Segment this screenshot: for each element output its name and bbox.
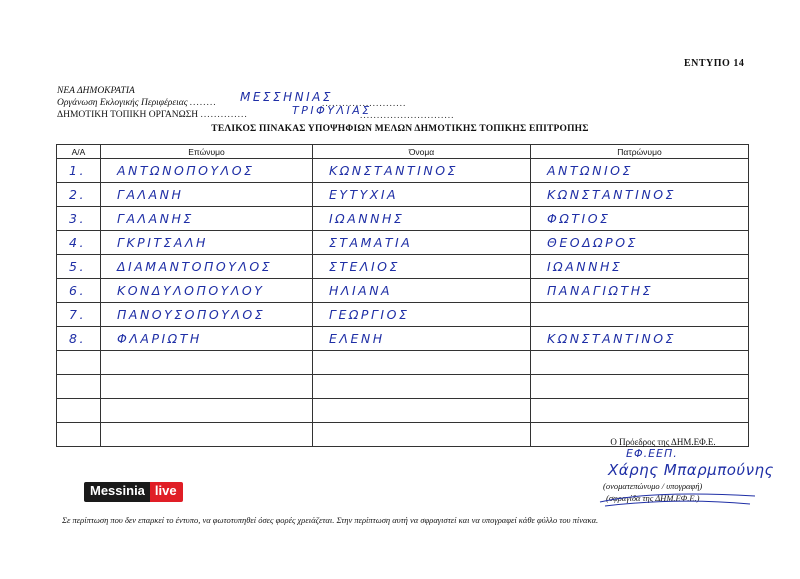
father-cell (531, 159, 749, 183)
form-code: ΕΝΤΥΠΟ 14 (684, 58, 745, 69)
father-cell (531, 399, 749, 423)
col-header-father: Πατρώνυμο (531, 145, 749, 159)
region-value: ΜΕΣΣΗΝΙΑΣ (240, 90, 333, 104)
father-cell (531, 231, 749, 255)
name-cell-text: ΕΥΤΥΧΙΑ (329, 187, 399, 202)
candidates-table (56, 144, 749, 447)
row-number-text: 2. (69, 187, 86, 202)
messinia-live-logo (84, 482, 183, 502)
name-cell (313, 279, 531, 303)
name-cell (313, 399, 531, 423)
father-cell (531, 303, 749, 327)
row-number-text: 8. (69, 331, 86, 346)
name-cell-text: ΕΛΕΝΗ (329, 331, 385, 346)
row-number-text (57, 403, 69, 418)
name-cell-text: ΚΩΝΣΤΑΝΤΙΝΟΣ (329, 163, 458, 178)
surname-cell-text: ΓΑΛΑΝΗΣ (117, 211, 194, 226)
name-cell (313, 207, 531, 231)
row-number (57, 279, 101, 303)
row-number-text: 3. (69, 211, 86, 226)
row-number (57, 255, 101, 279)
surname-cell (101, 375, 313, 399)
republic-label: ΝΕΑ ΔΗΜΟΚΡΑΤΙΑ (57, 86, 135, 96)
surname-cell-text: ΠΑΝΟΥΣΟΠΟΥΛΟΣ (117, 307, 266, 322)
stamp-label: (σφραγίδα της ΔΗΜ.ΕΦ.Ε.) (606, 493, 700, 503)
president-org-handwritten: ΕΦ.ΕΕΠ. (626, 447, 678, 460)
table-row (57, 255, 749, 279)
father-cell-text (531, 355, 547, 370)
surname-cell (101, 327, 313, 351)
father-cell-text: ΑΝΤΩΝΙΟΣ (547, 163, 633, 178)
row-number-text (57, 355, 69, 370)
row-number-text: 6. (69, 283, 86, 298)
row-number-text: 1. (69, 163, 86, 178)
row-number (57, 159, 101, 183)
table-header-row (57, 145, 749, 159)
name-cell-text (313, 427, 329, 442)
row-number-text (57, 379, 69, 394)
father-cell (531, 183, 749, 207)
surname-cell (101, 399, 313, 423)
row-number-text (57, 427, 69, 442)
surname-cell-text: ΚΟΝΔΥΛΟΠΟΥΛΟΥ (117, 283, 265, 298)
surname-cell (101, 303, 313, 327)
col-header-surname: Επώνυμο (101, 145, 313, 159)
table-row (57, 303, 749, 327)
name-cell (313, 159, 531, 183)
name-cell-text (313, 355, 329, 370)
surname-cell-text (101, 379, 117, 394)
row-number (57, 423, 101, 447)
father-cell-text (531, 403, 547, 418)
name-cell (313, 303, 531, 327)
name-signature-label: (ονοματεπώνυμο / υπογραφή) (603, 481, 703, 491)
surname-cell-text: ΓΚΡΙΤΣΑΛΗ (117, 235, 208, 250)
col-header-number: Α/Α (57, 145, 101, 159)
document-title: ΤΕΛΙΚΟΣ ΠΙΝΑΚΑΣ ΥΠΟΨΗΦΙΩΝ ΜΕΛΩΝ ΔΗΜΟΤΙΚΗΣ ΤΟΠΙΚΗΣ ΕΠΙΤΡΟΠΗΣ (211, 124, 589, 134)
name-cell-text: ΙΩΑΝΝΗΣ (329, 211, 405, 226)
name-cell (313, 231, 531, 255)
name-cell (313, 255, 531, 279)
table-row (57, 279, 749, 303)
father-cell-text: ΠΑΝΑΓΙΩΤΗΣ (547, 283, 653, 298)
row-number (57, 375, 101, 399)
logo-part-live: live (150, 482, 183, 502)
row-number-text: 4. (69, 235, 86, 250)
table-row (57, 327, 749, 351)
region-dots-tail: ......................... (322, 99, 407, 109)
row-number (57, 207, 101, 231)
surname-cell-text: ΦΛΑΡΙΩΤΗ (117, 331, 202, 346)
org-value: ΤΡΙΦΥΛΙΑΣ (292, 104, 372, 117)
name-cell-text (313, 403, 329, 418)
table-row (57, 351, 749, 375)
row-number-text: 7. (69, 307, 86, 322)
org-dots: .............. (200, 110, 248, 120)
president-title: Ο Πρόεδρος της ΔΗΜ.ΕΦ.Ε. (610, 437, 716, 447)
name-cell (313, 375, 531, 399)
table-row (57, 207, 749, 231)
table-row (57, 231, 749, 255)
region-label: Οργάνωση Εκλογικής Περιφέρειας (57, 98, 188, 108)
father-cell-text: ΚΩΝΣΤΑΝΤΙΝΟΣ (547, 187, 676, 202)
father-cell-text: ΙΩΑΝΝΗΣ (547, 259, 623, 274)
father-cell (531, 375, 749, 399)
surname-cell (101, 279, 313, 303)
surname-cell (101, 351, 313, 375)
logo-part-messinia: Messinia (84, 482, 150, 502)
father-cell-text: ΦΩΤΙΟΣ (547, 211, 611, 226)
surname-cell-text: ΔΙΑΜΑΝΤΟΠΟΥΛΟΣ (117, 259, 273, 274)
footnote: Σε περίπτωση που δεν επαρκεί το έντυπο, να φωτοτυπηθεί όσες φορές χρειάζεται. Στην περίπτωση αυτή να σφραγιστεί και να υπογραφεί κάθε φύλλο του πίνακα. (62, 515, 599, 525)
table-row (57, 159, 749, 183)
surname-cell (101, 183, 313, 207)
surname-cell-text (101, 403, 117, 418)
org-dots-tail: ............................ (360, 111, 455, 121)
surname-cell (101, 423, 313, 447)
president-signature: Χάρης Μπαρμπούνης (608, 461, 774, 479)
signature-scribble-icon (595, 488, 765, 510)
col-header-name: Όνομα (313, 145, 531, 159)
region-dots: ........ (189, 98, 217, 108)
father-cell (531, 327, 749, 351)
name-cell (313, 183, 531, 207)
org-line (57, 111, 248, 121)
row-number-text: 5. (69, 259, 86, 274)
table-row (57, 183, 749, 207)
surname-cell (101, 255, 313, 279)
name-cell-text: ΣΤΕΛΙΟΣ (329, 259, 400, 274)
name-cell (313, 423, 531, 447)
name-cell (313, 351, 531, 375)
father-cell-text: ΘΕΟΔΩΡΟΣ (547, 235, 638, 250)
surname-cell-text (101, 355, 117, 370)
table-row (57, 399, 749, 423)
surname-cell (101, 231, 313, 255)
father-cell (531, 351, 749, 375)
surname-cell-text (101, 427, 117, 442)
region-line (57, 99, 217, 109)
father-cell-text (531, 427, 547, 442)
father-cell (531, 207, 749, 231)
row-number (57, 351, 101, 375)
father-cell (531, 279, 749, 303)
org-label: ΔΗΜΟΤΙΚΗ ΤΟΠΙΚΗ ΟΡΓΑΝΩΣΗ (57, 110, 199, 120)
name-cell-text (313, 379, 329, 394)
table-row (57, 375, 749, 399)
row-number (57, 303, 101, 327)
father-cell (531, 255, 749, 279)
surname-cell (101, 159, 313, 183)
name-cell-text: ΣΤΑΜΑΤΙΑ (329, 235, 413, 250)
surname-cell (101, 207, 313, 231)
surname-cell-text: ΓΑΛΑΝΗ (117, 187, 184, 202)
row-number (57, 231, 101, 255)
row-number (57, 183, 101, 207)
father-cell-text (531, 379, 547, 394)
father-cell-text: ΚΩΝΣΤΑΝΤΙΝΟΣ (547, 331, 676, 346)
row-number (57, 399, 101, 423)
name-cell (313, 327, 531, 351)
father-cell-text (531, 307, 547, 322)
surname-cell-text: ΑΝΤΩΝΟΠΟΥΛΟΣ (117, 163, 255, 178)
name-cell-text: ΓΕΩΡΓΙΟΣ (329, 307, 410, 322)
row-number (57, 327, 101, 351)
name-cell-text: ΗΛΙΑΝΑ (329, 283, 393, 298)
